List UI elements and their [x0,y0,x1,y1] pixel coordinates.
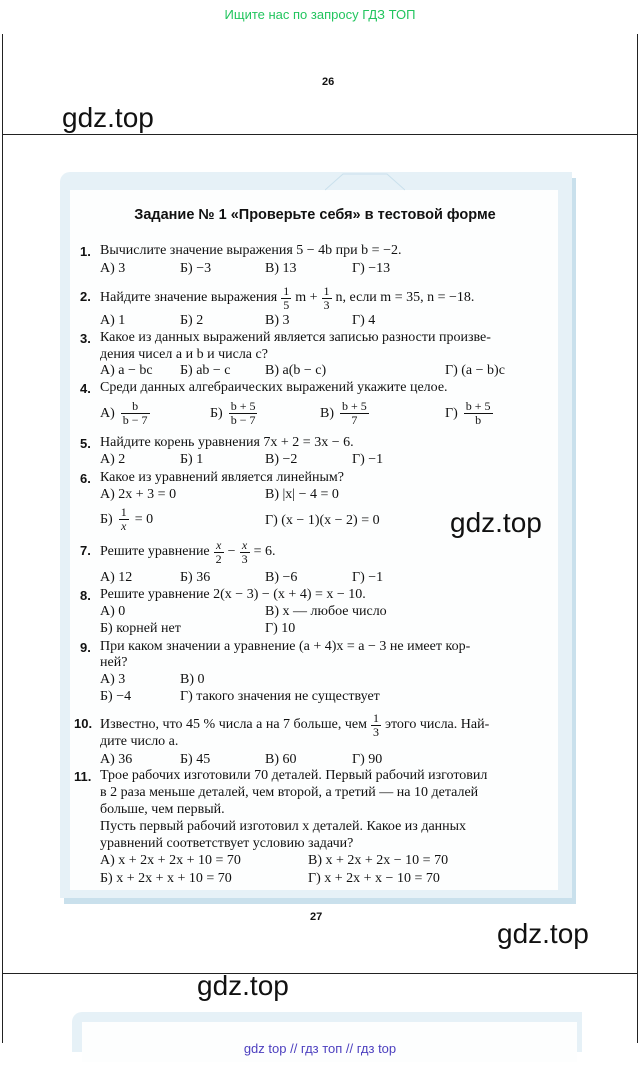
q2-text [100,282,474,314]
q2-text-b: m + [295,289,318,305]
q11-option-a[interactable]: А) x + 2x + 2x + 10 = 70 [100,853,241,868]
left-border-3 [2,973,3,1043]
q3-option-d[interactable]: Г) (a − b)c [445,363,505,378]
q4-option-c[interactable]: В) $\frac{b + 5}{7}$ [320,399,367,427]
q9-option-d[interactable]: Г) такого значения не существует [180,689,380,704]
q2-option-c[interactable]: В) 3 [265,313,290,328]
q6-option-b[interactable]: Б) $\frac{1}{x}$ = 0 [100,505,154,533]
q5-text: Найдите корень уравнения 7x + 2 = 3x − 6. [100,435,354,450]
q7-option-a[interactable]: А) 12 [100,570,133,585]
q11-text-line4: Пусть первый рабочий изготовил x деталей. Какое из данных [100,819,467,834]
q6-option-d[interactable]: Г) (x − 1)(x − 2) = 0 [265,513,380,528]
q1-option-b[interactable]: Б) −3 [180,261,212,276]
q11-text-line1: Трое рабочих изготовили 70 деталей. Первый рабочий изготовил [100,768,488,783]
q4-option-d[interactable]: Г) $\frac{b + 5}{b}$ [445,399,491,427]
q6-number: 6. [80,471,91,486]
q3-text-line2: дения чисел a и b и числа c? [100,347,268,362]
right-border [637,34,638,134]
q4-option-b[interactable]: Б) $\frac{b + 5}{b - 7}$ [210,399,256,427]
q4-number: 4. [80,381,91,396]
q10-text-line1: Известно, что 45 % числа a на 7 больше, чем $\frac{1}{3}$ этого числа. Най- [100,710,490,739]
left-border-2 [2,134,3,974]
q1-text: Вычислите значение выражения 5 − 4b при b = −2. [100,243,402,258]
q7-option-d[interactable]: Г) −1 [352,570,384,585]
watermark: gdz.top [497,918,589,949]
card-tab [325,172,405,192]
q5-option-a[interactable]: А) 2 [100,452,126,467]
q10-text-line2: дите число a. [100,734,179,749]
q3-text-line1: Какое из данных выражений является записью разности произве- [100,330,491,345]
q8-option-a[interactable]: А) 0 [100,604,126,619]
q11-text-line3: больше, чем первый. [100,802,225,817]
q10-option-a[interactable]: А) 36 [100,752,133,767]
q9-option-a[interactable]: А) 3 [100,672,126,687]
q10-option-b[interactable]: Б) 45 [180,752,211,767]
q5-option-c[interactable]: В) −2 [265,452,298,467]
q6-option-c[interactable]: В) |x| − 4 = 0 [265,487,339,502]
q2-text-a: Найдите значение выражения [100,289,278,305]
q2-text-c: n, если m = 35, n = −18. [335,289,475,305]
q3-option-a[interactable]: А) a − bc [100,363,153,378]
q6-option-a[interactable]: А) 2x + 3 = 0 [100,487,177,502]
footer-links[interactable]: gdz top // гдз топ // гдз top [243,1041,397,1056]
q10-option-d[interactable]: Г) 90 [352,752,383,767]
q2-number: 2. [80,289,91,304]
page-divider-bottom [2,973,638,974]
q3-option-c[interactable]: В) a(b − c) [265,363,327,378]
q2-fraction-1-3: $\frac{1}{3}$ [323,283,330,312]
q3-option-b[interactable]: Б) ab − c [180,363,231,378]
watermark: gdz.top [450,507,542,538]
q1-option-d[interactable]: Г) −13 [352,261,391,276]
q11-number: 11. [74,769,92,784]
q8-number: 8. [80,588,91,603]
q8-option-d[interactable]: Г) 10 [265,621,296,636]
q11-option-d[interactable]: Г) x + 2x + x − 10 = 70 [308,871,440,886]
q11-text-line5: уравнений соответствует условию задачи? [100,836,354,851]
q5-number: 5. [80,436,91,451]
q11-option-b[interactable]: Б) x + 2x + x + 10 = 70 [100,871,232,886]
q7-option-b[interactable]: Б) 36 [180,570,211,585]
q1-number: 1. [80,244,91,259]
q9-option-c[interactable]: В) 0 [180,672,205,687]
q3-number: 3. [80,331,91,346]
q5-option-d[interactable]: Г) −1 [352,452,384,467]
q7-option-c[interactable]: В) −6 [265,570,298,585]
q4-text: Среди данных алгебраических выражений укажите целое. [100,380,448,395]
q8-option-c[interactable]: В) x — любое число [265,604,387,619]
q5-option-b[interactable]: Б) 1 [180,452,204,467]
right-border-3 [637,973,638,1043]
q2-option-d[interactable]: Г) 4 [352,313,376,328]
search-banner[interactable]: Ищите нас по запросу ГДЗ ТОП [224,7,416,22]
q1-option-c[interactable]: В) 13 [265,261,297,276]
q11-text-line2: в 2 раза меньше деталей, чем второй, а третий — на 10 деталей [100,785,479,800]
q9-text-line2: ней? [100,655,128,670]
page-number-bottom: 27 [310,911,323,923]
q7-number: 7. [80,543,91,558]
q2-option-b[interactable]: Б) 2 [180,313,204,328]
watermark: gdz.top [62,102,154,133]
page-number-top: 26 [322,76,335,88]
q4-option-a[interactable]: А) $\frac{b}{b - 7}$ [100,399,148,427]
q9-number: 9. [80,640,91,655]
test-title: Задание № 1 «Проверьте себя» в тестовой форме [134,207,496,223]
left-border [2,34,3,134]
q2-option-a[interactable]: А) 1 [100,313,126,328]
q2-fraction-1-5: $\frac{1}{5}$ [283,283,290,312]
watermark: gdz.top [197,970,289,1001]
q9-text-line1: При каком значении a уравнение (a + 4)x = a − 3 не имеет кор- [100,639,471,654]
q9-option-b[interactable]: Б) −4 [100,689,132,704]
q10-number: 10. [74,716,93,731]
page-divider-top [2,134,638,135]
right-border-2 [637,134,638,974]
q7-text: Решите уравнение $\frac{x}{2}$ − $\frac{x}{3}$ = 6. [100,537,276,566]
q8-option-b[interactable]: Б) корней нет [100,621,181,636]
q1-option-a[interactable]: А) 3 [100,261,126,276]
q8-text: Решите уравнение 2(x − 3) − (x + 4) = x − 10. [100,587,366,602]
q6-text: Какое из уравнений является линейным? [100,470,344,485]
q10-option-c[interactable]: В) 60 [265,752,297,767]
q11-option-c[interactable]: В) x + 2x + 2x − 10 = 70 [308,853,449,868]
